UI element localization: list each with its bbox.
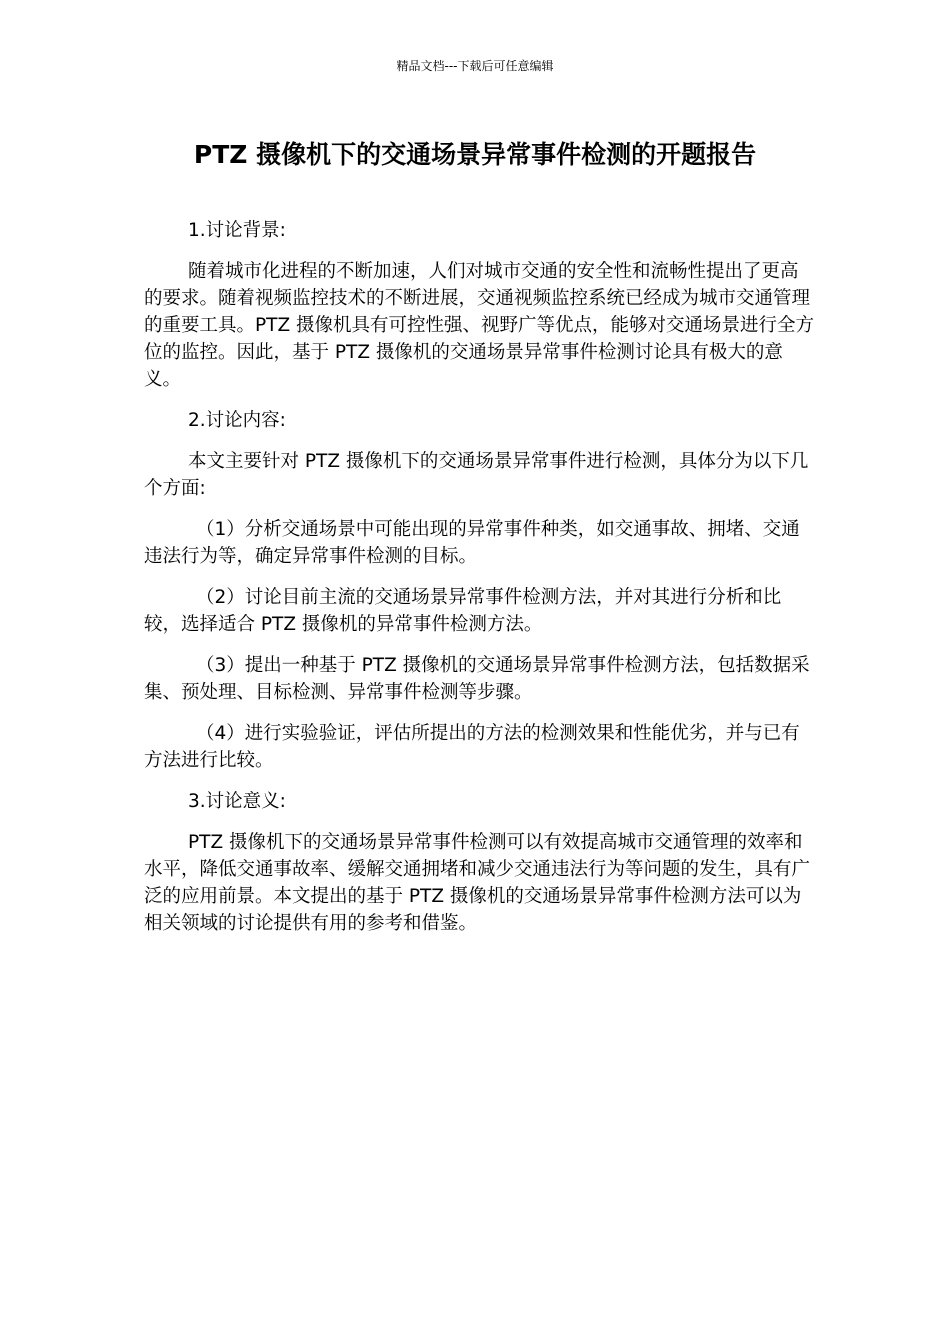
section-heading: 1.讨论背景: (188, 220, 286, 241)
document-body (144, 217, 814, 951)
list-item: （4）进行实验验证，评估所提出的方法的检测效果和性能优劣，并与已有方法进行比较。 (144, 723, 800, 771)
list-item: （3）提出一种基于 PTZ 摄像机的交通场景异常事件检测方法，包括数据采集、预处理、目标检测、异常事件检测等步骤。 (144, 655, 810, 703)
section-heading: 3.讨论意义: (188, 791, 286, 812)
document-title: PTZ 摄像机下的交通场景异常事件检测的开题报告 (193, 140, 757, 169)
section-paragraph: 本文主要针对 PTZ 摄像机下的交通场景异常事件进行检测，具体分为以下几个方面: (144, 451, 809, 499)
list-item: （1）分析交通场景中可能出现的异常事件种类，如交通事故、拥堵、交通违法行为等，确定异常事件检测的目标。 (144, 519, 800, 567)
list-item: （2）讨论目前主流的交通场景异常事件检测方法，并对其进行分析和比较，选择适合 PTZ 摄像机的异常事件检测方法。 (144, 587, 782, 635)
section-background (144, 217, 814, 393)
section-content (144, 407, 814, 774)
section-significance (144, 788, 814, 937)
section-heading: 2.讨论内容: (188, 410, 286, 431)
section-paragraph: PTZ 摄像机下的交通场景异常事件检测可以有效提高城市交通管理的效率和水平，降低交通事故率、缓解交通拥堵和减少交通违法行为等问题的发生，具有广泛的应用前景。本文提出的基于 PTZ 摄像机的交通场景异常事件检测方法可以为相关领域的讨论提供有用的参考和借鉴。 (144, 832, 811, 934)
header-note: 精品文档---下载后可任意编辑 (396, 59, 554, 73)
section-paragraph: 随着城市化进程的不断加速，人们对城市交通的安全性和流畅性提出了更高的要求。随着视频监控技术的不断进展，交通视频监控系统已经成为城市交通管理的重要工具。PTZ 摄像机具有可控性强、视野广等优点，能够对交通场景进行全方位的监控。因此，基于 PTZ 摄像机的交通场景异常事件检测讨论具有极大的意义。 (144, 261, 815, 390)
